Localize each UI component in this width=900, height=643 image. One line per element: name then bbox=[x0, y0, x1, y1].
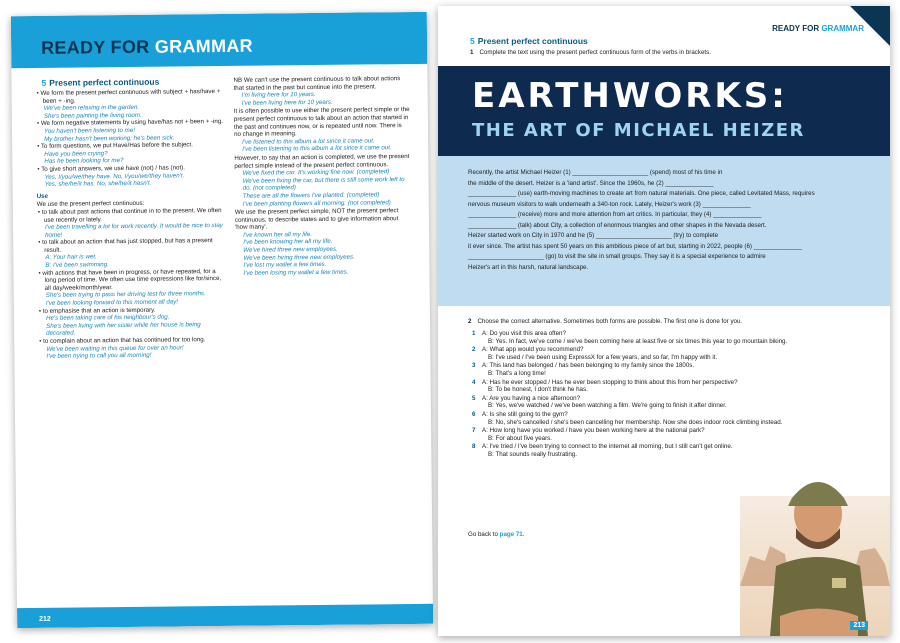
example-sentence: I've been losing my wallet a few times. bbox=[243, 268, 349, 277]
example-sentence: We've been fixing the car, but there is still some work left to do. (not completed) bbox=[242, 175, 405, 193]
dialogue-number: 3 bbox=[472, 362, 476, 370]
gap-text-line: ______________ (receive) more and more attention from art critics. In particular, they (4) ______________ bbox=[468, 211, 762, 218]
bullet-item: • to complain about an action that has continued for too long. bbox=[39, 336, 206, 345]
gap-text-line: ______________ (use) earth-moving machines to create art from natural materials. One piece, called Levitated Mass, requires bbox=[468, 190, 815, 197]
exercise-1-number: 1 bbox=[470, 49, 474, 56]
right-header-title bbox=[772, 24, 864, 33]
right-section-heading bbox=[470, 36, 588, 46]
example-sentence: She's been painting the living room. bbox=[43, 111, 142, 120]
exercise-2-instruction bbox=[468, 318, 878, 326]
example-sentence: I've been travelling a lot for work recently. It would be nice to stay home! bbox=[44, 222, 223, 239]
example-sentence: Yes, she/he/it has. No, she/he/it hasn't. bbox=[44, 179, 152, 188]
example-sentence: She's been trying to pass her driving test for three months. bbox=[45, 290, 206, 300]
example-sentence: We've fixed the car. It's working fine now. (completed) bbox=[242, 168, 390, 177]
example-sentence: You haven't been listening to me! bbox=[43, 126, 136, 135]
dialogue-item bbox=[472, 346, 842, 361]
example-sentence: Have you been crying? bbox=[44, 149, 108, 158]
gap-text-line: the middle of the desert. Heizer is a 'land artist'. Since the 1960s, he (2) ______________ bbox=[468, 179, 714, 187]
example-sentence: I've been listening to this album a lot since it came out. bbox=[242, 144, 392, 154]
example-sentence: I've lost my wallet a few times. bbox=[243, 261, 327, 270]
dialogue-number: 8 bbox=[472, 443, 476, 451]
example-sentence: My brother hasn't been working; he's been sick. bbox=[44, 134, 175, 143]
dialogue-line-a: A: I've tried / I've been trying to connect to the internet all morning, but I still can't get online. bbox=[482, 443, 733, 451]
example-sentence: I've been planting flowers all morning. (not completed) bbox=[242, 198, 391, 208]
section-title-right: Present perfect continuous bbox=[477, 36, 588, 46]
example-sentence: I've been living here for 10 years. bbox=[241, 98, 333, 107]
dialogue-item bbox=[472, 395, 842, 410]
example-sentence: Has he been looking for me? bbox=[44, 157, 124, 166]
dialogue-line-b: B: That sounds really frustrating. bbox=[488, 450, 577, 458]
dialogue-line-b: B: Yes. In fact, we've come / we've been coming here at least five or six times this year to go mountain biking. bbox=[488, 337, 788, 345]
example-sentence: A: Your hair is wet. bbox=[45, 253, 97, 262]
dialogue-item bbox=[472, 362, 842, 377]
paragraph: However, to say that an action is completed, we use the present perfect simple instead of the present perfect continuous. bbox=[234, 152, 410, 170]
dialogue-item bbox=[472, 330, 842, 345]
paragraph: We use the present perfect simple, NOT the present perfect continuous, to describe states and to give information about 'how many'. bbox=[234, 207, 399, 232]
dialogue-number: 6 bbox=[472, 410, 476, 418]
section-number: 5 bbox=[41, 77, 47, 88]
dialogue-number: 5 bbox=[472, 394, 476, 402]
section-number-right: 5 bbox=[470, 36, 475, 46]
use-heading: Use bbox=[36, 192, 49, 200]
banner-subtitle: THE ART OF MICHAEL HEIZER bbox=[472, 120, 805, 141]
grammar-label-right: GRAMMAR bbox=[821, 24, 864, 33]
example-sentence: I've known her all my life. bbox=[243, 230, 313, 239]
left-column-2 bbox=[233, 74, 411, 277]
left-column-1 bbox=[36, 88, 229, 361]
bullet-item: • to talk about an action that has just stopped, but has a present result. bbox=[38, 237, 213, 254]
dialogue-number: 7 bbox=[472, 427, 476, 435]
left-footer-bar bbox=[17, 604, 433, 628]
exercise-2-number: 2 bbox=[468, 318, 472, 325]
section-title: Present perfect continuous bbox=[49, 76, 160, 88]
dialogue-line-a: A: What app would you recommend? bbox=[482, 346, 584, 354]
dialogue-item bbox=[472, 379, 842, 394]
example-sentence: I've been trying to call you all morning! bbox=[46, 351, 152, 361]
page-number-right: 213 bbox=[850, 621, 868, 630]
grammar-label: GRAMMAR bbox=[154, 35, 254, 57]
gap-text-line: nervous museum visitors to walk underneath a 340-ton rock. Lately, Heizer's work (3) ______________ bbox=[468, 200, 751, 208]
dialogue-line-a: A: This land has belonged / has been belonging to my family since the 1800s. bbox=[482, 362, 695, 370]
example-sentence: I've been knowing her all my life. bbox=[243, 238, 333, 247]
michael-heizer-photo bbox=[740, 436, 890, 636]
example-sentence: He's been taking care of his neighbour's dog. bbox=[45, 313, 170, 323]
dialogue-number: 4 bbox=[472, 378, 476, 386]
dialogue-line-b: B: Yes, we've watched / we've been watching a film. We're going to finish it after dinner. bbox=[488, 402, 727, 410]
dialogue-line-b: B: To be honest, I don't think he has. bbox=[488, 386, 588, 394]
bullet-item: • to emphasise that an action is temporary. bbox=[38, 306, 156, 315]
gap-fill-text bbox=[468, 168, 868, 273]
ready-label-right: READY FOR bbox=[772, 24, 820, 33]
left-page bbox=[11, 12, 433, 628]
paragraph: NB We can't use the present continuous to talk about actions that started in the past but continue into the present. bbox=[233, 75, 401, 92]
example-sentence: We've been hiring three new employees. bbox=[243, 253, 355, 262]
banner-title: EARTHWORKS: bbox=[472, 76, 788, 116]
exercise-1-instruction bbox=[470, 49, 870, 57]
dialogue-line-a: A: Are you having a nice afternoon? bbox=[482, 394, 581, 402]
exercise-2-text: Choose the correct alternative. Sometimes both forms are possible. The first one is done for you. bbox=[477, 318, 743, 325]
dialogue-number: 2 bbox=[472, 346, 476, 354]
bullet-item: • To give short answers, we use have (not) / has (not). bbox=[37, 164, 185, 173]
bullet-item: • We form negative statements by using have/has not + been + -ing. bbox=[36, 118, 224, 128]
go-back-text: Go back to bbox=[468, 531, 498, 538]
bullet-item: • To form questions, we put Have/Has before the subject. bbox=[37, 141, 193, 151]
example-sentence: B: I've been swimming. bbox=[45, 261, 109, 269]
right-page bbox=[438, 6, 890, 636]
gap-text-line: ______________ (talk) about City, a collection of enormous triangles and other shapes in the Nevada desert. bbox=[468, 221, 767, 229]
gap-text-line: Recently, the artist Michael Heizer (1) ______________________ (spend) most of his time in bbox=[468, 169, 723, 176]
gap-text-line: Heizer started work on City in 1970 and he (5) ______________________ (try) to complete bbox=[468, 232, 719, 239]
example-sentence: We've been relaxing in the garden. bbox=[43, 104, 140, 113]
dialogue-line-a: A: How long have you worked / have you been working here at the national park? bbox=[482, 427, 705, 435]
go-back-link[interactable]: page 71 bbox=[499, 531, 523, 538]
gap-text-line: it ever since. The artist has spent 50 years on this ambitious piece of art but, starting in 2022, people (6) ______________ bbox=[468, 242, 802, 250]
go-back-line: Go back to page 71. bbox=[468, 531, 525, 538]
bullet-item: • to talk about past actions that continue in to the present. We often use recently or lately. bbox=[37, 206, 222, 224]
example-sentence: I'm living here for 10 years. bbox=[241, 91, 316, 99]
example-sentence: Yes, I/you/we/they have. No, I/you/we/they haven't. bbox=[44, 171, 185, 181]
example-sentence: I've listened to this album a lot since it came out. bbox=[242, 137, 375, 146]
example-sentence: I've been looking forward to this moment all day! bbox=[45, 298, 179, 307]
example-sentence: She's been living with her sister while her house is being decorated. bbox=[46, 321, 201, 338]
example-sentence: We've hired three new employees. bbox=[243, 245, 338, 254]
bullet-item: • We form the present perfect continuous with subject + has/have + been + -ing. bbox=[36, 88, 221, 105]
exercise-1-text: Complete the text using the present perfect continuous form of the verbs in brackets. bbox=[479, 49, 711, 56]
paragraph: It is often possible to use either the present perfect simple or the present perfect continuous to talk about an action that started in the past and continues now, or is repeated until now. There is no change in meaning. bbox=[233, 106, 410, 139]
dialogue-item bbox=[472, 411, 842, 426]
dialogue-line-b: B: No, she's cancelled / she's been cancelling her membership. Now she does indoor rock climbing instead. bbox=[488, 418, 783, 426]
dialogue-line-a: A: Is she still going to the gym? bbox=[482, 410, 568, 418]
gap-text-line: Heizer's art in this harsh, natural landscape. bbox=[468, 263, 589, 271]
left-header-title bbox=[41, 36, 253, 59]
dialogue-line-a: A: Has he ever stopped / Has he ever been stopping to think about this from her perspective? bbox=[482, 378, 738, 386]
dialogue-number: 1 bbox=[472, 330, 476, 337]
ready-label: READY FOR bbox=[41, 36, 150, 58]
dialogue-line-a: A: Do you visit this area often? bbox=[482, 330, 566, 337]
paragraph: We use the present perfect continuous: bbox=[36, 200, 145, 209]
dialogue-line-b: B: That's a long time! bbox=[488, 369, 546, 377]
example-sentence: These are all the flowers I've planted. (completed) bbox=[242, 191, 380, 200]
page-number-left: 212 bbox=[39, 615, 51, 623]
dialogue-line-b: B: For about five years. bbox=[488, 434, 552, 442]
bullet-item: • with actions that have been in progress, or have repeated, for a long period of time. We often use time expressions like for/since, all day/week/month/year. bbox=[38, 267, 222, 292]
left-section-heading bbox=[41, 77, 159, 88]
example-sentence: We've been waiting in this queue for over an hour! bbox=[46, 343, 184, 353]
gap-text-line: ______________________ (go) to visit the site in small groups. They say it is a special experience to admire bbox=[468, 253, 766, 260]
dialogue-line-b: B: I've used / I've been using ExpressX for a few years, and so far, I'm happy with it. bbox=[488, 353, 718, 361]
